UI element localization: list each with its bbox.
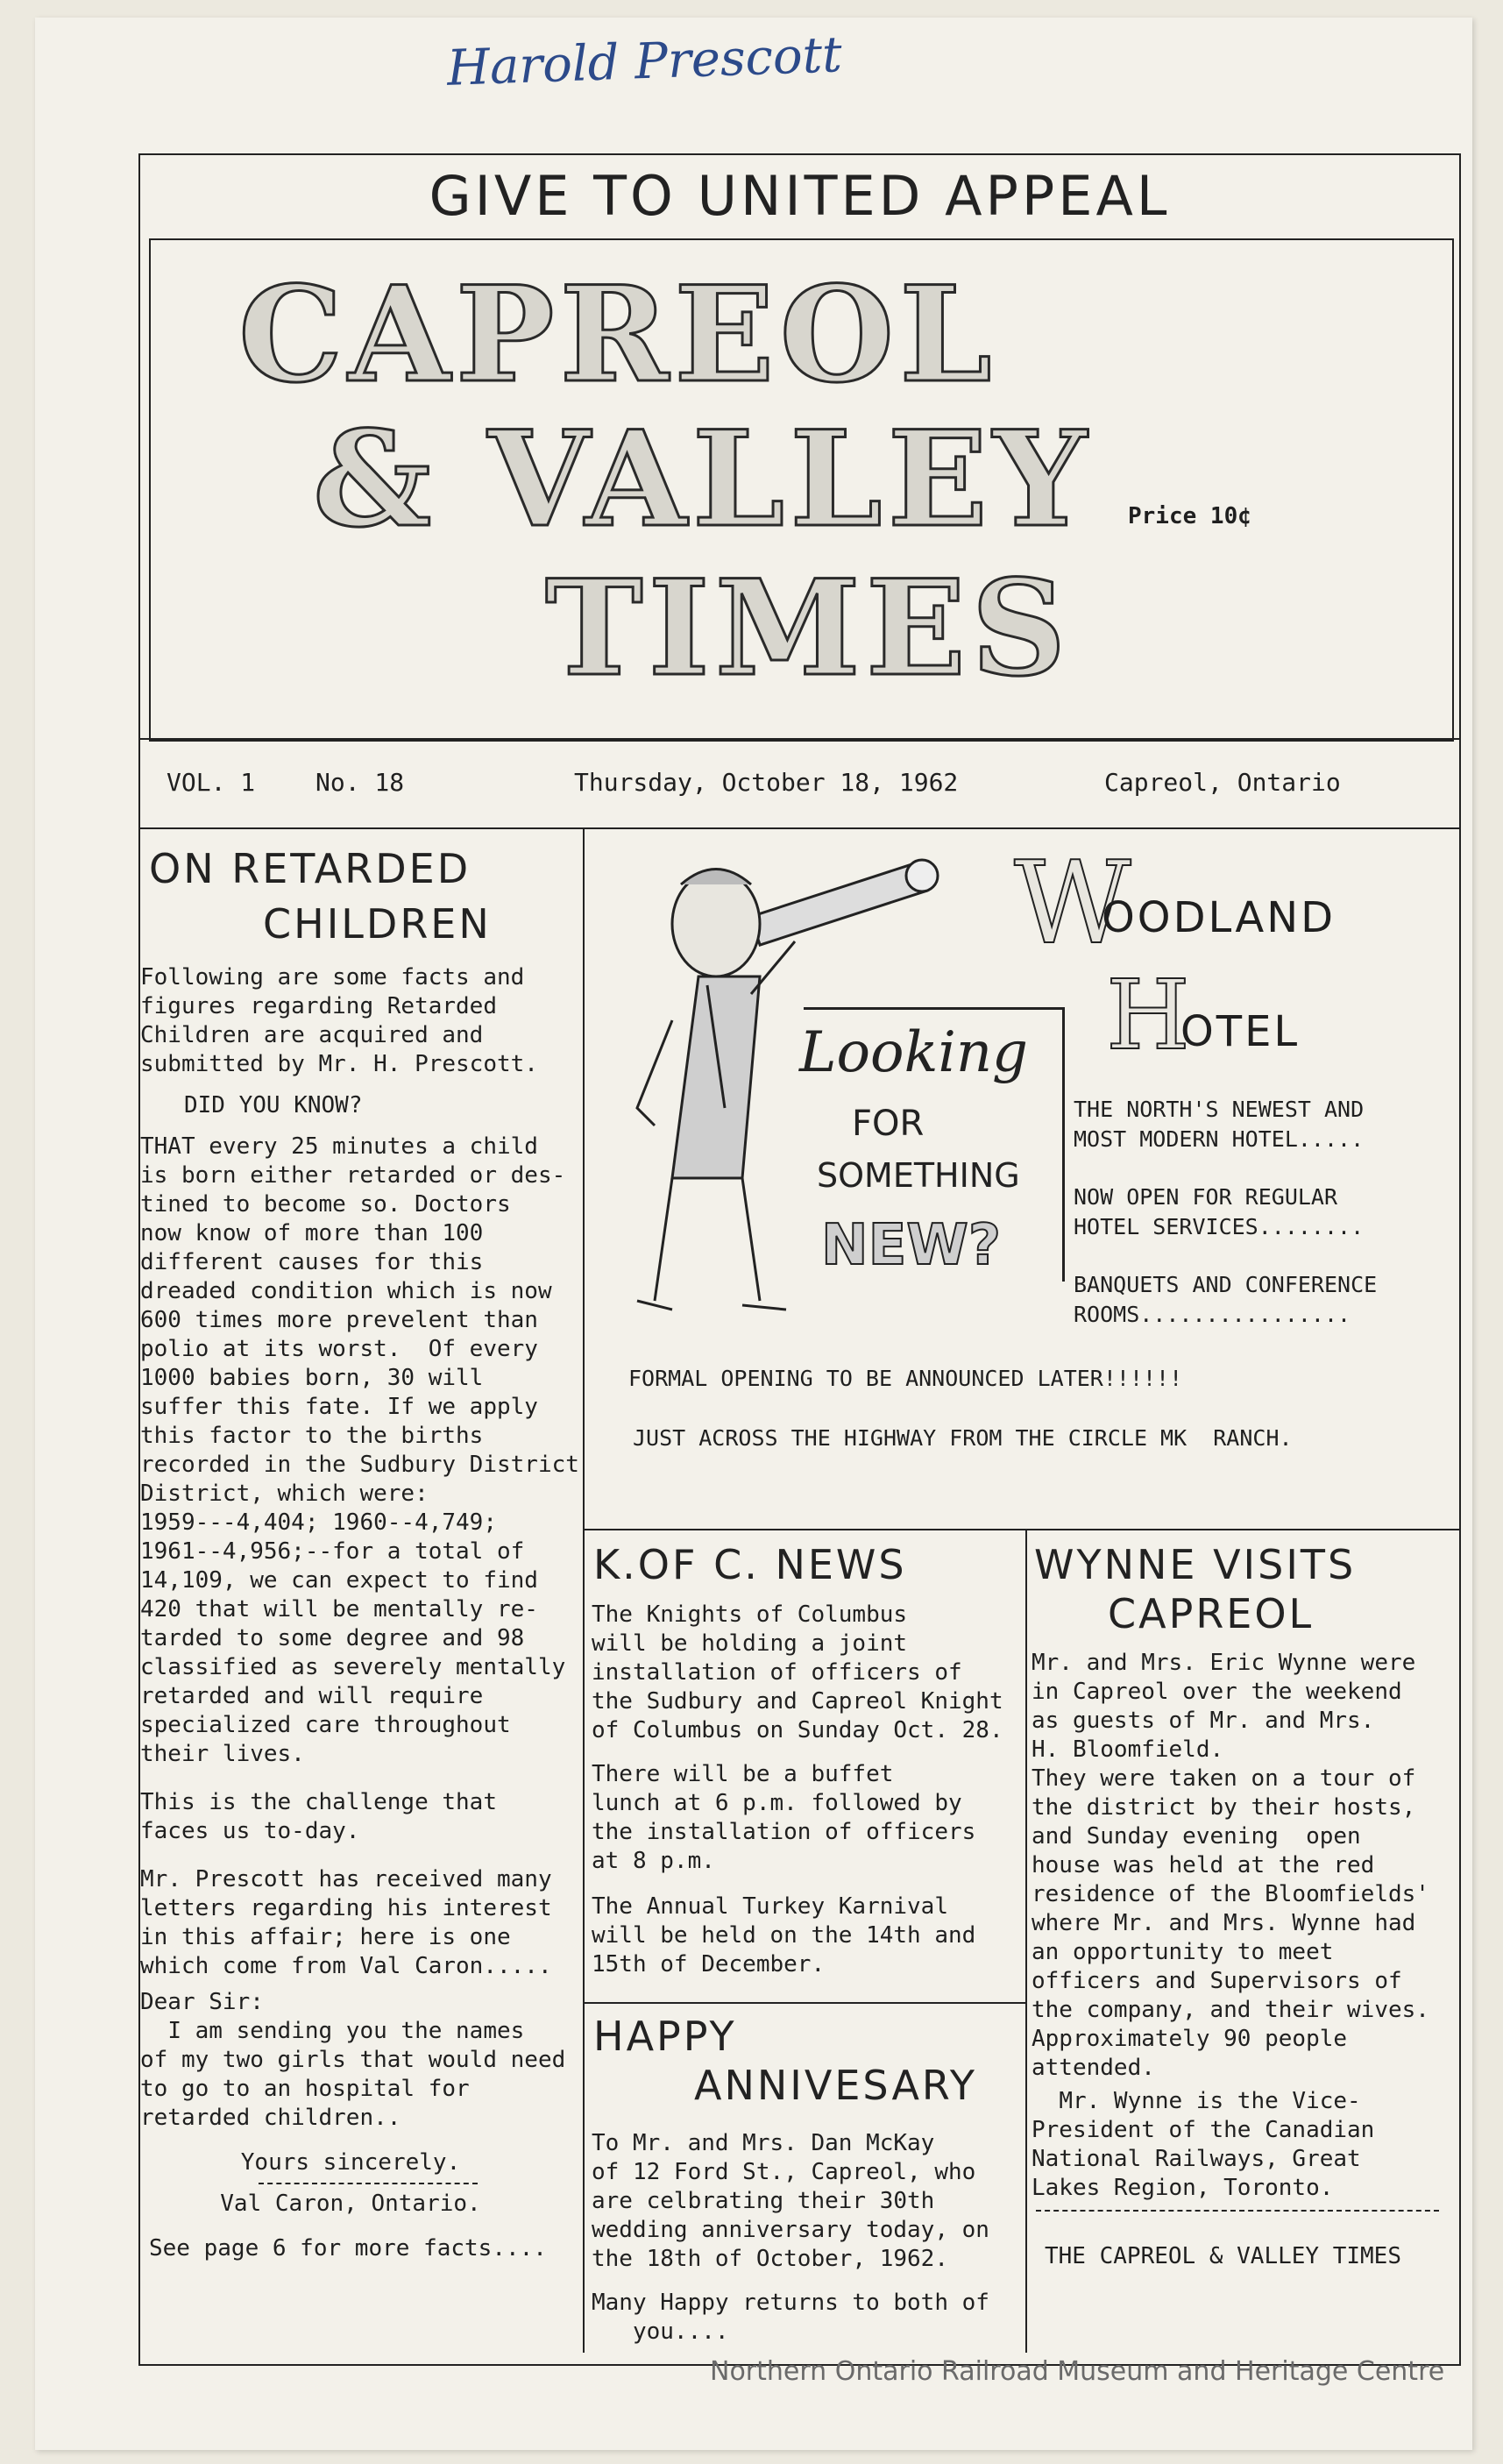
masthead-title-line3: TIMES <box>545 551 1072 706</box>
retarded-headline-line2: CHILDREN <box>263 900 492 948</box>
wynne-divider <box>1036 2210 1439 2212</box>
sign-new: NEW? <box>821 1213 1001 1278</box>
handwritten-signature: Harold Prescott <box>446 26 843 97</box>
retarded-headline-line1: ON RETARDED <box>149 845 471 892</box>
issue-date: Thursday, October 18, 1962 <box>574 768 959 797</box>
wynne-paragraph-1: Mr. and Mrs. Eric Wynne were in Capreol over the weekend as guests of Mr. and Mrs. H. Bloomfield. They were taken on a tour of the district by their hosts, and Sunday evening open house was held at the red residence of the Bloomfields' where Mr. and Mrs. Wynne had an opportunity to meet officers and Supervisors of the company, and their wives. Approximately 90 people attended. <box>1032 1650 1429 2081</box>
sign-looking: Looking <box>799 1020 1028 1085</box>
kofc-paragraph-1: The Knights of Columbus will be holding a joint installation of officers of the Sudbury and Capreol Knight of Columbus on Sunday Oct. 28. <box>592 1601 1003 1743</box>
ad-newest-hotel: THE NORTH'S NEWEST AND MOST MODERN HOTEL..... <box>1074 1097 1365 1152</box>
woodland-initial: W <box>1014 836 1131 969</box>
masthead-title-line1: CAPREOL <box>238 258 997 412</box>
masthead-title-line2: & VALLEY <box>313 402 1093 557</box>
wynne-headline-1: WYNNE VISITS <box>1034 1541 1357 1588</box>
ad-banquets: BANQUETS AND CONFERENCE ROOMS................ <box>1074 1272 1378 1327</box>
ad-location: JUST ACROSS THE HIGHWAY FROM THE CIRCLE MK RANCH. <box>633 1425 1293 1451</box>
ad-open-services: NOW OPEN FOR REGULAR HOTEL SERVICES........ <box>1074 1184 1365 1239</box>
column-divider <box>585 2002 1025 2004</box>
newspaper-page <box>35 18 1472 2450</box>
retarded-letters: Mr. Prescott has received many letters regarding his interest in this affair; here is one which come from Val Caron..... <box>140 1866 552 1979</box>
middle-column <box>585 1530 1027 2353</box>
museum-watermark: Northern Ontario Railroad Museum and Heritage Centre <box>710 2356 1445 2387</box>
did-you-know: DID YOU KNOW? <box>184 1092 363 1118</box>
wynne-column <box>1027 1530 1459 2353</box>
masthead <box>149 238 1454 742</box>
see-more-note: See page 6 for more facts.... <box>149 2235 547 2262</box>
anniversary-wishes: Many Happy returns to both of you.... <box>592 2290 989 2345</box>
sign-for: FOR <box>852 1104 925 1144</box>
issue-bar <box>140 738 1459 829</box>
letter-closing: Yours sincerely. <box>240 2149 461 2176</box>
sign-something: SOMETHING <box>817 1156 1020 1195</box>
wynne-paragraph-2: Mr. Wynne is the Vice- President of the Canadian National Railways, Great Lakes Region, Toronto. <box>1032 2088 1375 2201</box>
hotel-rest: OTEL <box>1180 1007 1301 1056</box>
kofc-paragraph-2: There will be a buffet lunch at 6 p.m. followed by the installation of officers at 8 p.m. <box>592 1761 976 1874</box>
issue-number: No. 18 <box>315 768 405 797</box>
ad-formal-opening: FORMAL OPENING TO BE ANNOUNCED LATER!!!!!! <box>628 1366 1183 1391</box>
price-label: Price 10¢ <box>1128 503 1251 529</box>
retarded-letter: Dear Sir: I am sending you the names of my two girls that would need to go to an hospital for retarded children.. <box>140 1989 566 2131</box>
kofc-headline: K.OF C. NEWS <box>593 1541 907 1588</box>
wynne-headline-2: CAPREOL <box>1108 1590 1315 1637</box>
anniversary-headline-1: HAPPY <box>593 2013 737 2060</box>
woodland-rest: OODLAND <box>1102 893 1336 942</box>
hotel-initial: H <box>1106 959 1190 1071</box>
retarded-children-column <box>140 827 585 2353</box>
issue-place: Capreol, Ontario <box>1104 768 1341 797</box>
letter-divider <box>259 2183 478 2184</box>
retarded-challenge: This is the challenge that faces us to-day. <box>140 1789 497 1844</box>
woodland-hotel-ad <box>585 827 1459 1530</box>
retarded-article-body <box>140 963 596 2263</box>
letter-sign-off: Val Caron, Ontario. <box>220 2191 481 2217</box>
retarded-intro: Following are some facts and figures regarding Retarded Children are acquired and submitted by Mr. H. Prescott. <box>140 964 538 1077</box>
anniversary-body: To Mr. and Mrs. Dan McKay of 12 Ford St., Capreol, who are celbrating their 30th wedding anniversary today, on the 18th of October, 1962. <box>592 2130 989 2272</box>
paper-footer-name: THE CAPREOL & VALLEY TIMES <box>1045 2243 1401 2269</box>
page-frame <box>138 153 1461 2366</box>
anniversary-headline-2: ANNIVESARY <box>694 2062 978 2109</box>
united-appeal-banner: GIVE TO UNITED APPEAL <box>429 164 1171 228</box>
volume-label: VOL. 1 <box>167 768 256 797</box>
retarded-facts: THAT every 25 minutes a child is born either retarded or des- tined to become so. Doctors now know of more than 100 different causes for this dreaded condition which is now 600 times more prevelent than polio at its worst. Of every 1000 babies born, 30 will suffer this fate. If we apply this factor to the births recorded in the Sudbury District District, which were: 1959---4,404; 1960--4,749; 1961--4,956;--for a total of 14,109, we can expect to find 420 that will be mentally re- tarded to some degree and 98 classified as severely mentally retarded and will require specialized care throughout their lives. <box>140 1133 579 1767</box>
kofc-paragraph-3: The Annual Turkey Karnival will be held on the 14th and 15th of December. <box>592 1893 976 1978</box>
